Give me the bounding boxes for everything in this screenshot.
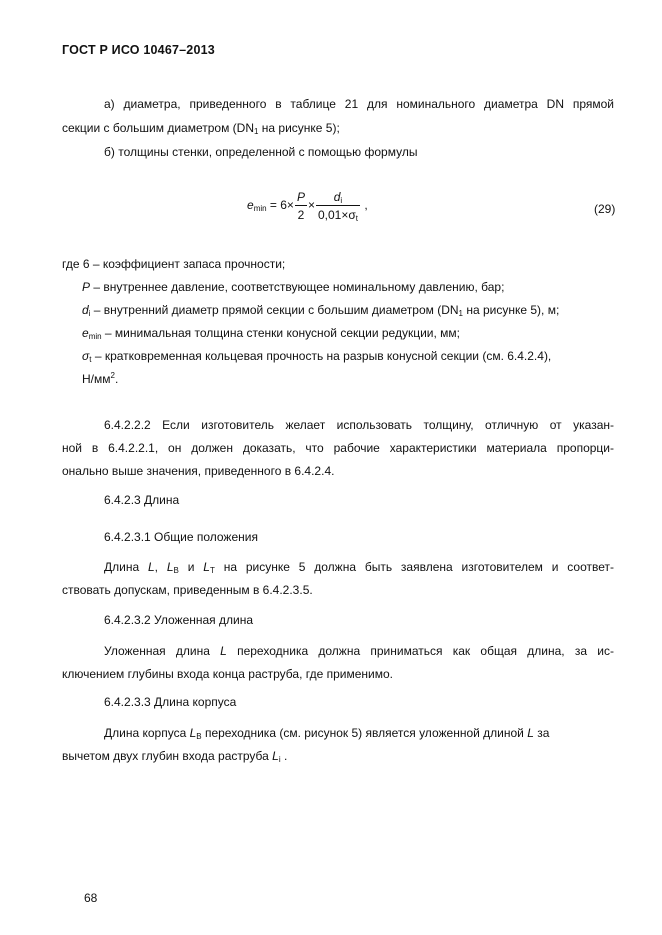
p64232-line1: Уложенная длина L переходника должна приниматься как общая длина, за ис- [104, 644, 614, 658]
where-e: $e_{min}$ – минимальная толщина стенки конусной секции редукции, мм; [82, 326, 460, 341]
p6422-line3: онально выше значения, приведенного в 6.4.2.4. [62, 464, 335, 478]
where-sigma-unit: $Н/мм^2$. [82, 371, 119, 386]
equation-number: (29) [594, 202, 616, 216]
p64231-line2: ствовать допускам, приведенным в 6.4.2.3.5. [62, 583, 313, 597]
fraction-d-over-sigma: $\frac{d_i}{0,01\times\sigma_t}$ [317, 190, 358, 223]
item-a-line1: а) диаметра, приведенного в таблице 21 для номинального диаметра DN прямой [104, 97, 614, 111]
item-a-line2: секции с большим диаметром ($DN_1$ на рисунке 5); [62, 121, 340, 136]
document-header: ГОСТ Р ИСО 10467–2013 [62, 43, 215, 57]
p6422-line2: ной в 6.4.2.2.1, он должен доказать, что рабочие характеристики материала пропорци- [62, 441, 614, 455]
page-number: 68 [84, 891, 98, 905]
heading-6423: 6.4.2.3 Длина [104, 493, 180, 507]
p64231-line1: Длина L, $L_B$ и $L_T$ на рисунке 5 должна быть заявлена изготовителем и соответ- [104, 560, 615, 575]
formula-29: $e_{min} = 6\times$ $\frac{P}{2}$ × $\frac{d_i}{0,01\times\sigma_t}$ , [247, 190, 368, 223]
where-sigma: $\sigma_t$ – кратковременная кольцевая прочность на разрыв конусной секции (см. 6.4.2.4), [82, 349, 552, 364]
heading-64232: 6.4.2.3.2 Уложенная длина [104, 613, 254, 627]
heading-64231: 6.4.2.3.1 Общие положения [104, 530, 258, 544]
item-b: б) толщины стенки, определенной с помощью формулы [104, 145, 418, 159]
p64233-line2: вычетом двух глубин входа раструба $L_i$ . [62, 749, 288, 764]
p64232-line2: ключением глубины входа конца раструба, где применимо. [62, 667, 393, 681]
formula-lhs: e [247, 198, 254, 213]
heading-64233: 6.4.2.3.3 Длина корпуса [104, 695, 237, 709]
where-intro: где 6 – коэффициент запаса прочности; [62, 257, 286, 271]
where-d: $d_i$ – внутренний диаметр прямой секции с большим диаметром ($DN_1$ на рисунке 5), м; [82, 303, 560, 318]
fraction-p-over-2: $\frac{P}{2}$ [296, 190, 305, 222]
p64233-line1: Длина корпуса $L_B$ переходника (см. рисунок 5) является уложенной длиной L за [104, 726, 550, 741]
p6422-line1: 6.4.2.2.2 Если изготовитель желает использовать толщину, отличную от указан- [104, 418, 614, 432]
where-p: P – внутреннее давление, соответствующее номинальному давлению, бар; [82, 280, 505, 294]
